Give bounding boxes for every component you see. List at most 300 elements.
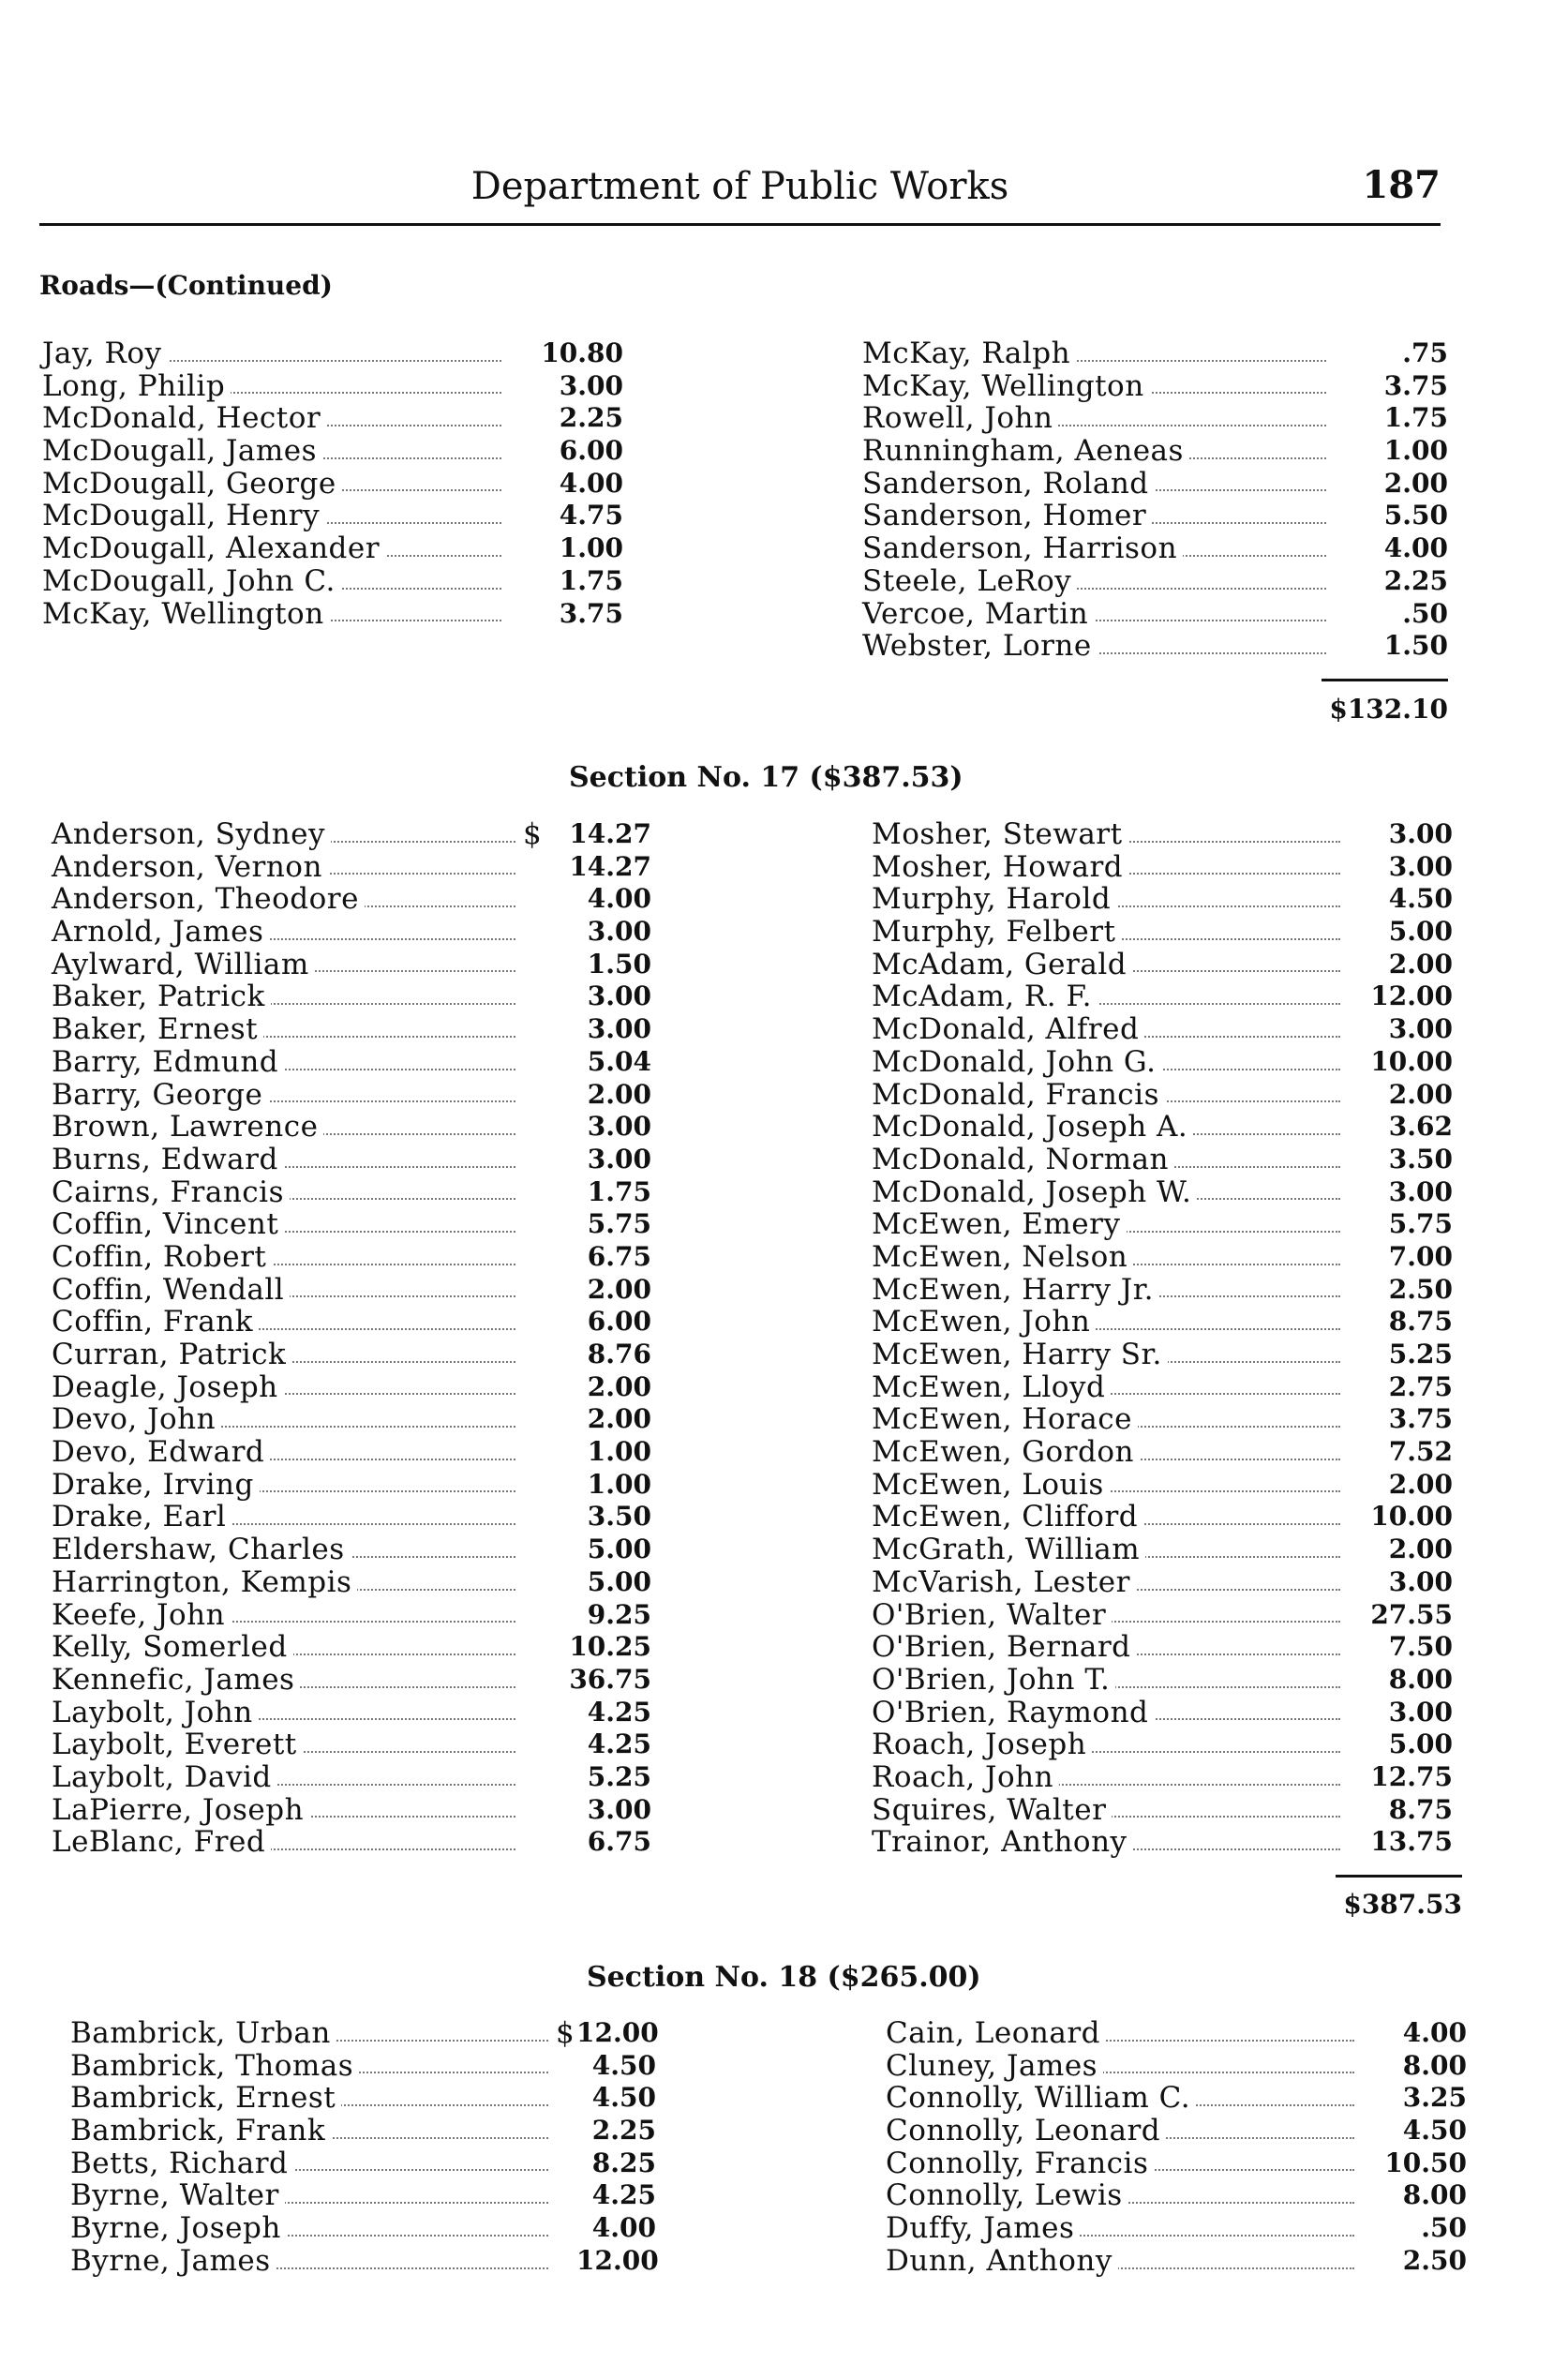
payee-name: Coffin, Frank <box>52 1306 259 1339</box>
payment-amount: 3.00 <box>587 1793 651 1825</box>
payment-amount: 3.75 <box>1383 369 1448 401</box>
payment-amount: 5.25 <box>587 1760 651 1792</box>
dollar-sign: $ <box>556 2016 575 2050</box>
ledger-row <box>52 1664 651 1697</box>
payment-amount: 12.00 <box>1370 980 1453 1012</box>
payment-amount: 2.00 <box>1388 1078 1453 1110</box>
roads-left-column <box>42 337 623 630</box>
ledger-row <box>70 2082 656 2115</box>
page-number: 187 <box>1362 163 1441 207</box>
payment-amount: 3.62 <box>1388 1111 1453 1143</box>
ledger-row <box>52 1794 651 1827</box>
ledger-row <box>872 1599 1453 1632</box>
ledger-row <box>872 1371 1453 1404</box>
ledger-row <box>862 468 1448 501</box>
payment-amount: 1.50 <box>587 948 651 980</box>
payment-amount: 10.25 <box>569 1631 651 1663</box>
ledger-row <box>52 851 651 884</box>
payment-amount: 8.00 <box>1402 2049 1467 2081</box>
ledger-row <box>872 1534 1453 1566</box>
section-17-total-rule <box>1336 1875 1462 1878</box>
payment-amount: 1.00 <box>559 532 623 564</box>
payment-amount: 2.00 <box>1383 467 1448 499</box>
ledger-row <box>52 883 651 916</box>
payee-name: McDonald, John G. <box>872 1046 1161 1079</box>
payee-name: Squires, Walter <box>872 1794 1112 1827</box>
payment-amount: 27.55 <box>1370 1598 1453 1630</box>
ledger-row <box>52 1176 651 1209</box>
payment-amount: 7.50 <box>1388 1631 1453 1663</box>
payment-amount: 2.75 <box>1388 1370 1453 1402</box>
ledger-row <box>52 1501 651 1534</box>
payee-name: McDougall, John C. <box>42 565 341 598</box>
ledger-row <box>42 337 623 370</box>
payment-amount: 3.00 <box>1388 850 1453 882</box>
ledger-row <box>886 2050 1467 2083</box>
ledger-row <box>872 949 1453 981</box>
payment-amount: .50 <box>1421 2212 1467 2244</box>
payment-amount: 5.75 <box>587 1208 651 1240</box>
payee-name: McDonald, Norman <box>872 1144 1174 1176</box>
payment-amount: 5.00 <box>587 1565 651 1597</box>
payee-name: McVarish, Lester <box>872 1566 1136 1599</box>
payment-amount: 8.00 <box>1402 2179 1467 2211</box>
payee-name: Laybolt, Everett <box>52 1728 303 1761</box>
ledger-row <box>52 916 651 949</box>
payment-amount: 3.00 <box>587 1013 651 1045</box>
payee-name: Connolly, Leonard <box>886 2115 1166 2147</box>
payee-name: Duffy, James <box>886 2212 1080 2245</box>
ledger-row <box>52 1208 651 1241</box>
payee-name: Curran, Patrick <box>52 1339 291 1371</box>
ledger-row <box>872 1469 1453 1502</box>
payee-name: Murphy, Harold <box>872 883 1116 916</box>
ledger-row <box>862 630 1448 663</box>
payment-amount: 3.50 <box>587 1501 651 1533</box>
payee-name: Connolly, Francis <box>886 2147 1154 2180</box>
ledger-row <box>872 1144 1453 1176</box>
ledger-row <box>872 1436 1453 1469</box>
payee-name: McDonald, Hector <box>42 402 326 435</box>
payment-amount: 3.00 <box>587 980 651 1012</box>
payee-name: Dunn, Anthony <box>886 2245 1118 2278</box>
payment-amount: 4.25 <box>591 2179 656 2211</box>
payment-amount: 8.76 <box>587 1339 651 1369</box>
payee-name: McEwen, Horace <box>872 1403 1138 1436</box>
payment-amount: 12.00 <box>576 2017 659 2048</box>
section-17-total: $387.53 <box>1343 1889 1462 1920</box>
roads-right-column <box>862 337 1448 663</box>
payment-amount: 1.75 <box>559 564 623 596</box>
ledger-row <box>52 1631 651 1664</box>
ledger-row <box>70 2179 656 2212</box>
payee-name: Sanderson, Homer <box>862 500 1152 532</box>
payment-amount: 4.50 <box>1402 2115 1467 2147</box>
payee-name: LaPierre, Joseph <box>52 1794 309 1827</box>
payee-name: Vercoe, Martin <box>862 598 1094 631</box>
payee-name: McKay, Wellington <box>862 370 1150 403</box>
payment-amount: 5.25 <box>1388 1339 1453 1369</box>
ledger-row <box>52 1826 651 1859</box>
payment-amount: 4.00 <box>591 2212 656 2244</box>
ledger-row <box>886 2179 1467 2212</box>
payee-name: McEwen, Harry Sr. <box>872 1339 1168 1371</box>
payee-name: Betts, Richard <box>70 2147 293 2180</box>
ledger-row <box>872 1664 1453 1697</box>
ledger-row <box>872 1728 1453 1761</box>
ledger-row <box>862 370 1448 403</box>
payee-name: McDonald, Joseph W. <box>872 1176 1197 1209</box>
payment-amount: 10.50 <box>1384 2147 1467 2178</box>
payee-name: Aylward, William <box>52 949 315 981</box>
payment-amount: 2.00 <box>587 1403 651 1435</box>
ledger-row <box>862 598 1448 631</box>
payment-amount: 13.75 <box>1370 1826 1453 1858</box>
ledger-row <box>862 402 1448 435</box>
ledger-row <box>872 1013 1453 1046</box>
payment-amount: 10.00 <box>1370 1501 1453 1533</box>
payment-amount: 9.25 <box>587 1598 651 1630</box>
payment-amount: 8.25 <box>591 2147 656 2178</box>
payment-amount: 10.00 <box>1370 1045 1453 1077</box>
payee-name: Mosher, Stewart <box>872 818 1128 851</box>
payee-name: Devo, Edward <box>52 1436 270 1469</box>
ledger-row <box>872 1046 1453 1079</box>
ledger-row <box>52 1274 651 1307</box>
payee-name: McDonald, Francis <box>872 1079 1165 1112</box>
dollar-sign: $ <box>523 817 542 851</box>
payment-amount: 3.00 <box>587 916 651 948</box>
ledger-row <box>872 1111 1453 1144</box>
ledger-row <box>52 1728 651 1761</box>
payee-name: Drake, Earl <box>52 1501 231 1534</box>
payment-amount: 3.00 <box>1388 1175 1453 1207</box>
payment-amount: 3.00 <box>587 1111 651 1143</box>
ledger-row <box>52 1534 651 1566</box>
ledger-row <box>42 468 623 501</box>
ledger-row <box>52 1013 651 1046</box>
payment-amount: 2.00 <box>1388 1534 1453 1565</box>
ledger-row <box>52 1339 651 1371</box>
ledger-row <box>872 1176 1453 1209</box>
payee-name: Byrne, Walter <box>70 2179 285 2212</box>
ledger-row <box>42 500 623 532</box>
ledger-row <box>52 1111 651 1144</box>
section-18-left-column <box>70 2016 659 2278</box>
payee-name: Burns, Edward <box>52 1144 284 1176</box>
payment-amount: 5.04 <box>587 1045 651 1077</box>
payee-name: McAdam, Gerald <box>872 949 1132 981</box>
ledger-row <box>872 1566 1453 1599</box>
payee-name: Roach, John <box>872 1761 1059 1794</box>
payee-name: McEwen, Clifford <box>872 1501 1143 1534</box>
payee-name: Anderson, Theodore <box>52 883 365 916</box>
payee-name: Runningham, Aeneas <box>862 435 1189 468</box>
ledger-row <box>872 1339 1453 1371</box>
ledger-row <box>872 980 1453 1013</box>
payment-amount: 3.00 <box>559 369 623 401</box>
payment-amount: 1.75 <box>587 1175 651 1207</box>
payee-name: McKay, Wellington <box>42 598 330 631</box>
payee-name: Laybolt, David <box>52 1761 277 1794</box>
ledger-row <box>886 2212 1467 2245</box>
payee-name: Sanderson, Harrison <box>862 532 1183 565</box>
payee-name: Connolly, Lewis <box>886 2179 1128 2212</box>
ledger-row <box>52 1371 651 1404</box>
section-18-right-column <box>886 2017 1467 2278</box>
payment-amount: 1.75 <box>1383 402 1448 434</box>
ledger-row <box>872 1631 1453 1664</box>
payment-amount: 12.75 <box>1370 1760 1453 1792</box>
payment-amount: 2.25 <box>591 2115 656 2147</box>
payment-amount: 4.50 <box>591 2082 656 2114</box>
ledger-row <box>52 1599 651 1632</box>
ledger-row <box>872 1826 1453 1859</box>
payment-amount: 6.00 <box>587 1306 651 1338</box>
payment-amount: 3.00 <box>1388 1013 1453 1045</box>
payee-name: McGrath, William <box>872 1534 1145 1566</box>
payee-name: McDougall, Henry <box>42 500 325 532</box>
ledger-row <box>52 949 651 981</box>
payment-amount: .50 <box>1402 597 1448 629</box>
payee-name: McDougall, George <box>42 468 342 501</box>
payment-amount: 3.50 <box>1388 1143 1453 1175</box>
payee-name: Coffin, Wendall <box>52 1274 290 1307</box>
payee-name: Barry, Edmund <box>52 1046 284 1079</box>
payment-amount: 3.00 <box>1388 1696 1453 1728</box>
payee-name: Keefe, John <box>52 1599 231 1632</box>
payment-amount: 4.25 <box>587 1696 651 1728</box>
payee-name: O'Brien, Walter <box>872 1599 1112 1632</box>
payment-amount: 4.00 <box>559 467 623 499</box>
payee-name: McEwen, Gordon <box>872 1436 1140 1469</box>
payee-name: McDougall, James <box>42 435 322 468</box>
payee-name: Trainor, Anthony <box>872 1826 1133 1859</box>
payee-name: Bambrick, Thomas <box>70 2050 359 2083</box>
payee-name: McDougall, Alexander <box>42 532 385 565</box>
ledger-row <box>872 916 1453 949</box>
payment-amount: 4.00 <box>1402 2017 1467 2048</box>
payment-amount: 10.80 <box>541 337 623 368</box>
payee-name: Arnold, James <box>52 916 269 949</box>
payment-amount: 4.00 <box>1383 532 1448 564</box>
payment-amount: 5.50 <box>1383 500 1448 531</box>
payment-amount: 2.00 <box>587 1370 651 1402</box>
payment-amount: 12.00 <box>576 2244 659 2276</box>
payment-amount: 5.00 <box>587 1534 651 1565</box>
ledger-row <box>886 2147 1467 2180</box>
payee-name: Anderson, Sydney <box>52 818 331 851</box>
payee-name: Murphy, Felbert <box>872 916 1121 949</box>
payee-name: Coffin, Vincent <box>52 1208 284 1241</box>
payment-amount: 14.27 <box>569 818 651 849</box>
payee-name: LeBlanc, Fred <box>52 1826 271 1859</box>
payment-amount: 4.50 <box>591 2049 656 2081</box>
payee-name: Cairns, Francis <box>52 1176 290 1209</box>
ledger-row <box>872 851 1453 884</box>
roads-total: $132.10 <box>1329 694 1448 725</box>
ledger-row <box>52 1403 651 1436</box>
payee-name: Bambrick, Ernest <box>70 2082 341 2115</box>
ledger-row <box>872 1241 1453 1274</box>
roads-total-rule <box>1322 679 1448 681</box>
ledger-row <box>862 337 1448 370</box>
payment-amount: 1.00 <box>587 1436 651 1468</box>
payment-amount: 2.25 <box>1383 564 1448 596</box>
payee-name: Devo, John <box>52 1403 221 1436</box>
payment-amount: .75 <box>1402 337 1448 368</box>
ledger-row <box>872 1306 1453 1339</box>
ledger-row <box>872 1208 1453 1241</box>
payee-name: Coffin, Robert <box>52 1241 272 1274</box>
ledger-row <box>52 1306 651 1339</box>
payee-name: O'Brien, John T. <box>872 1664 1115 1697</box>
payment-amount: 1.00 <box>587 1468 651 1500</box>
payee-name: Harrington, Kempis <box>52 1566 357 1599</box>
payment-amount: 2.00 <box>1388 1468 1453 1500</box>
payee-name: Baker, Patrick <box>52 980 271 1013</box>
ledger-row <box>862 435 1448 468</box>
payment-amount: 3.00 <box>1388 1565 1453 1597</box>
payee-name: O'Brien, Bernard <box>872 1631 1137 1664</box>
payee-name: Rowell, John <box>862 402 1058 435</box>
payee-name: McEwen, Harry Jr. <box>872 1274 1159 1307</box>
ledger-row <box>872 883 1453 916</box>
roads-continued-heading: Roads—(Continued) <box>39 270 333 301</box>
payment-amount: 3.00 <box>1388 818 1453 849</box>
payee-name: Laybolt, John <box>52 1697 259 1729</box>
section-17-right-column <box>872 818 1453 1859</box>
ledger-row <box>52 1241 651 1274</box>
payee-name: Roach, Joseph <box>872 1728 1092 1761</box>
ledger-row <box>52 818 651 851</box>
payee-name: McEwen, Lloyd <box>872 1371 1111 1404</box>
payment-amount: 2.00 <box>587 1078 651 1110</box>
payment-amount: 3.25 <box>1402 2082 1467 2114</box>
payee-name: McDonald, Alfred <box>872 1013 1144 1046</box>
payment-amount: 2.50 <box>1388 1273 1453 1305</box>
payment-amount: 2.50 <box>1402 2244 1467 2276</box>
ledger-row <box>862 500 1448 532</box>
ledger-row <box>42 402 623 435</box>
payee-name: Cain, Leonard <box>886 2017 1106 2050</box>
ledger-row <box>42 565 623 598</box>
payment-amount: 7.52 <box>1388 1436 1453 1468</box>
ledger-row <box>42 532 623 565</box>
ledger-row <box>872 1079 1453 1112</box>
ledger-row <box>70 2243 659 2278</box>
ledger-row <box>872 818 1453 851</box>
payment-amount: 1.00 <box>1383 435 1448 467</box>
page-header <box>39 159 1441 216</box>
payee-name: Jay, Roy <box>42 337 168 370</box>
payee-name: Long, Philip <box>42 370 231 403</box>
ledger-row <box>70 2050 656 2083</box>
ledger-row <box>52 1079 651 1112</box>
header-rule <box>39 223 1441 226</box>
payee-name: Barry, George <box>52 1079 268 1112</box>
payee-name: Kelly, Somerled <box>52 1631 293 1664</box>
payment-amount: 4.25 <box>587 1728 651 1760</box>
payment-amount: 6.75 <box>587 1240 651 1272</box>
ledger-row <box>52 1469 651 1502</box>
payee-name: McEwen, John <box>872 1306 1096 1339</box>
payee-name: Anderson, Vernon <box>52 851 328 884</box>
payee-name: Steele, LeRoy <box>862 565 1077 598</box>
section-17-heading: Section No. 17 ($387.53) <box>569 761 963 794</box>
ledger-row <box>886 2245 1467 2278</box>
payee-name: Byrne, Joseph <box>70 2212 287 2245</box>
ledger-row <box>52 1436 651 1469</box>
payee-name: McEwen, Emery <box>872 1208 1127 1241</box>
ledger-row <box>886 2017 1467 2050</box>
ledger-row <box>70 2147 656 2180</box>
ledger-row <box>52 980 651 1013</box>
ledger-row <box>886 2082 1467 2115</box>
payee-name: Deagle, Joseph <box>52 1371 284 1404</box>
payment-amount: 8.00 <box>1388 1663 1453 1695</box>
payment-amount: 6.00 <box>559 435 623 467</box>
ledger-row <box>862 565 1448 598</box>
ledger-row <box>52 1761 651 1794</box>
payee-name: Sanderson, Roland <box>862 468 1155 501</box>
payment-amount: 14.27 <box>569 850 651 882</box>
ledger-row <box>862 532 1448 565</box>
ledger-row <box>42 370 623 403</box>
ledger-row <box>872 1697 1453 1729</box>
payment-amount: 4.00 <box>587 883 651 915</box>
payment-amount: 4.50 <box>1388 883 1453 915</box>
payment-amount: 4.75 <box>559 500 623 531</box>
ledger-row <box>70 2115 656 2147</box>
ledger-row <box>872 1403 1453 1436</box>
payment-amount: 5.75 <box>1388 1208 1453 1240</box>
payee-name: Byrne, James <box>70 2245 276 2278</box>
payment-amount: 3.75 <box>1388 1403 1453 1435</box>
payee-name: Bambrick, Frank <box>70 2115 331 2147</box>
page-title: Department of Public Works <box>470 165 1009 208</box>
ledger-row <box>872 1794 1453 1827</box>
payee-name: Kennefic, James <box>52 1664 300 1697</box>
ledger-row <box>872 1501 1453 1534</box>
payment-amount: 6.75 <box>587 1826 651 1858</box>
section-18-heading: Section No. 18 ($265.00) <box>587 1961 981 1994</box>
section-17-left-column <box>52 818 651 1859</box>
payment-amount: 2.00 <box>1388 948 1453 980</box>
payee-name: Brown, Lawrence <box>52 1111 323 1144</box>
payee-name: Drake, Irving <box>52 1469 260 1502</box>
payee-name: McEwen, Nelson <box>872 1241 1133 1274</box>
payment-amount: 2.25 <box>559 402 623 434</box>
payee-name: McKay, Ralph <box>862 337 1076 370</box>
payee-name: Bambrick, Urban <box>70 2017 336 2050</box>
ledger-row <box>52 1697 651 1729</box>
payee-name: McEwen, Louis <box>872 1469 1110 1502</box>
payee-name: Cluney, James <box>886 2050 1103 2083</box>
ledger-row <box>886 2115 1467 2147</box>
payment-amount: 2.00 <box>587 1273 651 1305</box>
payee-name: Connolly, William C. <box>886 2082 1196 2115</box>
payee-name: Eldershaw, Charles <box>52 1534 351 1566</box>
ledger-row <box>872 1274 1453 1307</box>
ledger-row <box>70 2016 659 2050</box>
ledger-row <box>52 1046 651 1079</box>
payee-name: O'Brien, Raymond <box>872 1697 1154 1729</box>
ledger-row <box>872 1761 1453 1794</box>
ledger-row <box>42 435 623 468</box>
payment-amount: 5.00 <box>1388 916 1453 948</box>
ledger-row <box>52 1566 651 1599</box>
